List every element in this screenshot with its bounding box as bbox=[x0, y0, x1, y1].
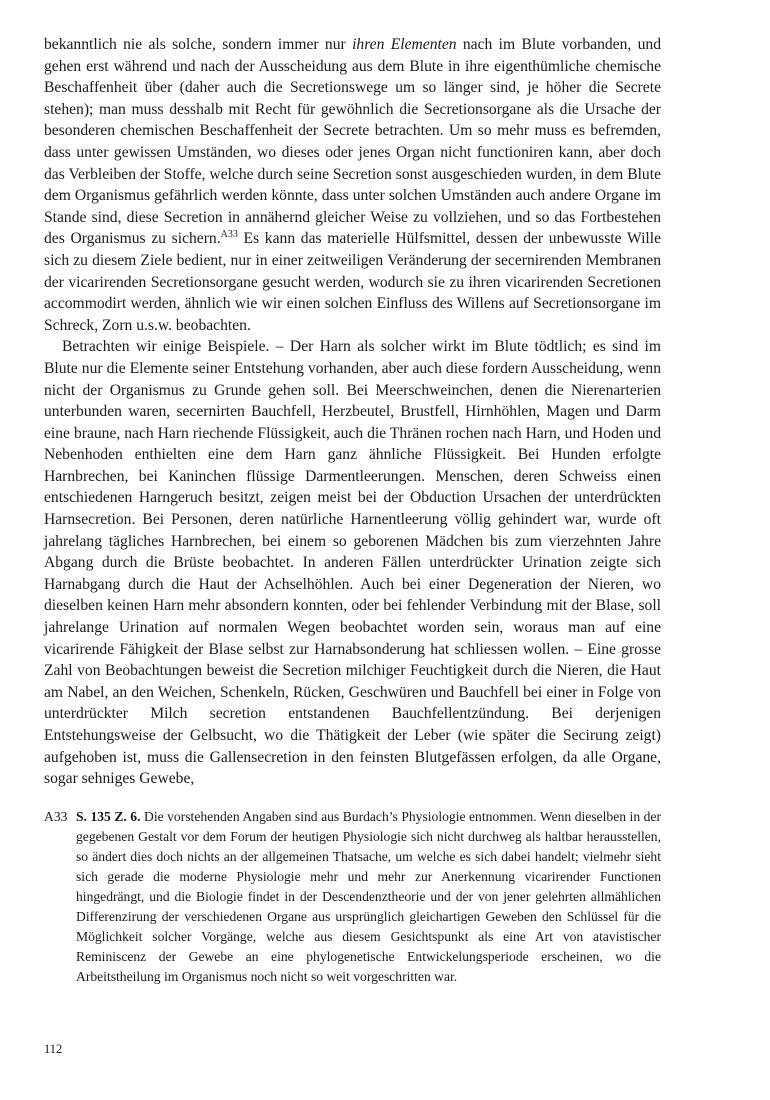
footnote-reference[interactable]: A33 bbox=[220, 229, 238, 241]
paragraph-1 bbox=[44, 34, 661, 336]
paragraph-1-end: Es kann das materielle Hülfsmittel, dessen der unbewusste Wille sich zu diesem Ziele bedient, nur in einer zeitweiligen Veränderung der secernirenden Membranen der vicarirenden Secretionsorgane gesucht werden, wodurch sie zu ihren vicarirenden Secretionen accommodirt werden, ähnlich wie wir einen solchen Einfluss des Willens auf Secretionsorgane im Schreck, Zorn u.s.w. beobachten. bbox=[44, 230, 661, 334]
footnote bbox=[44, 807, 661, 987]
paragraph-1-emphasis: ihren Elementen bbox=[352, 36, 457, 53]
footnote-text: Die vorstehenden Angaben sind aus Burdach’s Physiologie entnommen. Wenn dieselben in der gegebenen Gestalt vor dem Forum der heutigen Physiologie sich nicht durchweg als haltbar herausstellen, so ändert dies doch nichts an der allgemeinen Thatsache, um welche es sich dabei handelt; vielmehr sieht sich gerade die moderne Physiologie mehr und mehr zur Anerkennung vicarirender Functionen hingedrängt, und die Biologie findet in der Descendenztheorie und der von jener gelehrten allmählichen Differenzirung der verschiedenen Organe aus ursprünglich gleichartigen Geweben den Schlüssel für die Möglichkeit solcher Vorgänge, welche aus diesem Gesichtspunkt als eine Art von atavistischer Reminiscenz der Gewebe an eine phylogenetische Entwickelungsperiode erscheinen, wo die Arbeitstheilung im Organismus noch nicht so weit vorgeschritten war. bbox=[76, 808, 661, 984]
paragraph-1-middle: nach im Blute vorbanden, und gehen erst während und nach der Ausscheidung aus dem Blute in ihre eigenthümliche chemische Beschaffenheit über (daher auch die Secretionswege um so länger sind, je höher die Secrete stehen); man muss desshalb mit Recht für gewöhnlich die Secretionsorgane als die Ursache der besonderen chemischen Beschaffenheit der Secrete betrachten. Um so mehr muss es befremden, dass unter gewissen Umständen, wo dieses oder jenes Organ nicht functioniren kann, aber doch das Verbleiben der Stoffe, welche durch seine Secretion sonst ausgeschieden wurden, in dem Blute dem Organismus gefährlich werden könnte, dass unter solchen Umständen auch andere Organe im Stande sind, diese Secretion in annähernd gleicher Weise zu vollziehen, und so das Fortbestehen des Organismus zu sichern. bbox=[44, 36, 662, 248]
paragraph-1-start: bekanntlich nie als solche, sondern immer nur bbox=[44, 36, 353, 53]
page-body bbox=[44, 34, 661, 987]
main-text bbox=[44, 34, 661, 790]
paragraph-2: Betrachten wir einige Beispiele. – Der Harn als solcher wirkt im Blute tödtlich; es sind im Blute nur die Elemente seiner Entstehung vorhanden, aber auch diese fordern Ausscheidung, wenn nicht der Organismus zu Grunde gehen soll. Bei Meerschweinchen, denen die Nierenarterien unterbunden waren, secernirten Bauchfell, Herzbeutel, Brustfell, Hirnhöhlen, Magen und Darm eine braune, nach Harn riechende Flüssigkeit, auch die Thränen rochen nach Harn, und Hoden und Nebenhoden enthielten eine dem Harn ganz ähnliche Flüssigkeit. Bei Hunden erfolgte Harnbrechen, bei Kaninchen flüssige Darmentleerungen. Menschen, deren Schweiss einen entschiedenen Harngeruch besitzt, zeigen meist bei der Obduction Ursachen der unterdrückten Harnsecretion. Bei Personen, deren natürliche Harnentleerung völlig gehindert war, wurde oft jahrelang tägliches Harnbrechen, bei einem so geborenen Mädchen bis zum vierzehnten Jahre Abgang durch die Brüste beobachtet. In anderen Fällen unterdrückter Urination zeigte sich Harnabgang durch die Haut der Achselhöhlen. Auch bei einer Degeneration der Nieren, wo dieselben keinen Harn mehr absondern konnten, oder bei fehlender Verbindung mit der Blase, soll jahrelange Urination auf normalen Wegen beobachtet worden sein, woraus man auf eine vicarirende Fähigkeit der Blase selbst zur Harnabsonderung hat schliessen wollen. – Eine grosse Zahl von Beobachtungen beweist die Secretion milchiger Feuchtigkeit durch die Nieren, die Haut am Nabel, an den Weichen, Schenkeln, Rücken, Geschwüren und Bauchfell bei einer in Folge von unterdrückter Milch secretion entstandenen Bauchfellentzündung. Bei derjenigen Entstehungsweise der Gelbsucht, wo die Thätigkeit der Leber (wie später die Secirung zeigt) aufgehoben ist, muss die Gallensecretion in den feinsten Blutgefässen erfolgen, da alle Organe, sogar sehniges Gewebe, bbox=[44, 338, 661, 788]
footnote-location: S. 135 Z. 6. bbox=[76, 808, 141, 824]
page-number: 112 bbox=[44, 1042, 63, 1056]
footnote-marker: A33 bbox=[44, 808, 68, 824]
